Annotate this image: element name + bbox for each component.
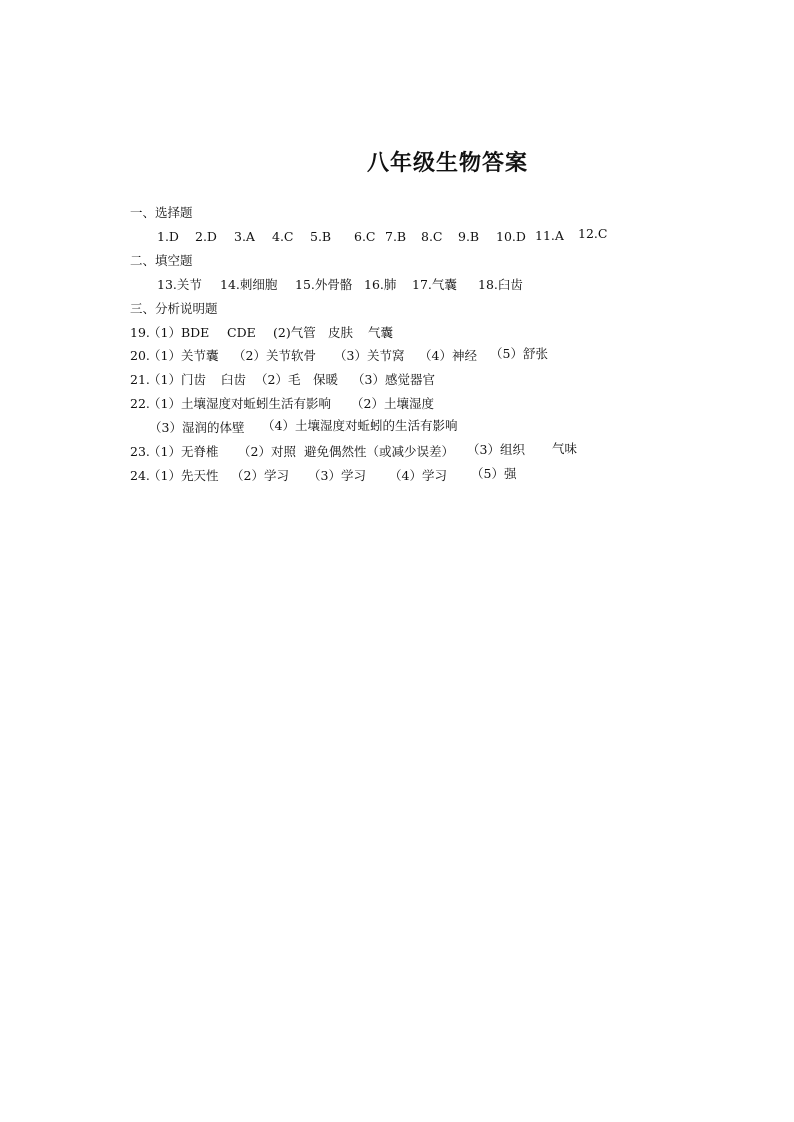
answer-part: 避免偶然性（或减少误差）: [304, 444, 455, 459]
question-number: 20.: [130, 348, 150, 363]
answer-part: （2）毛: [255, 372, 301, 387]
answer-item: 7.B: [385, 229, 407, 244]
section-heading-analysis: 三、分析说明题: [130, 301, 218, 316]
answer-item: 10.D: [496, 229, 526, 244]
answer-item: 18.臼齿: [478, 277, 523, 292]
answer-part: （1）先天性: [148, 468, 219, 483]
question-number: 21.: [130, 372, 150, 387]
question-number: 24.: [130, 468, 150, 483]
answer-item: 6.C: [354, 229, 376, 244]
section-heading-choice: 一、选择题: [130, 205, 193, 220]
answer-part: 皮肤: [328, 325, 354, 340]
answer-item: 9.B: [458, 229, 480, 244]
answer-part: （1）门齿: [148, 372, 206, 387]
answer-part: 气囊: [368, 325, 394, 340]
answer-item: 16.肺: [364, 277, 397, 292]
section-heading-fill: 二、填空题: [130, 253, 193, 268]
answer-part: （4）土壤湿度对蚯蚓的生活有影响: [262, 418, 458, 433]
answer-item: 3.A: [234, 229, 255, 244]
answer-item: 8.C: [421, 229, 443, 244]
answer-part: （1）关节囊: [148, 348, 219, 363]
answer-part: （2）关节软骨: [233, 348, 316, 363]
answer-part: （5）舒张: [490, 346, 548, 361]
answer-part: 臼齿: [221, 372, 247, 387]
answer-item: 14.刺细胞: [220, 277, 278, 292]
answer-part: 保暖: [313, 372, 339, 387]
answer-part: （3）组织: [467, 442, 525, 457]
answer-item: 4.C: [272, 229, 294, 244]
answer-part: （4）学习: [389, 468, 447, 483]
answer-item: 1.D: [157, 229, 179, 244]
question-number: 23.: [130, 444, 150, 459]
question-number: 19.: [130, 325, 150, 340]
answer-item: 15.外骨骼: [295, 277, 353, 292]
answer-part: （2）土壤湿度: [351, 396, 434, 411]
answer-part: （1）土壤湿度对蚯蚓生活有影响: [148, 396, 331, 411]
answer-part: （1）无脊椎: [148, 444, 219, 459]
answer-item: 2.D: [195, 229, 217, 244]
answer-part: （1）BDE: [148, 325, 210, 340]
answer-item: 5.B: [310, 229, 332, 244]
answer-part: （2）学习: [231, 468, 289, 483]
answer-part: （3）湿润的体壁: [149, 420, 245, 435]
answer-part: （3）关节窝: [334, 348, 405, 363]
answer-item: 12.C: [578, 226, 608, 241]
answer-part: （4）神经: [419, 348, 477, 363]
answer-item: 13.关节: [157, 277, 202, 292]
answer-part: 气味: [552, 441, 578, 456]
answer-part: （3）感觉器官: [352, 372, 435, 387]
answer-item: 17.气囊: [412, 277, 457, 292]
answer-part: （5）强: [471, 466, 517, 481]
answer-part: （3）学习: [308, 468, 366, 483]
answer-part: （2）对照: [238, 444, 296, 459]
answer-part: (2)气管: [273, 325, 316, 340]
answer-part: CDE: [227, 325, 256, 340]
answer-item: 11.A: [535, 228, 564, 243]
page-title: 八年级生物答案: [367, 151, 529, 176]
question-number: 22.: [130, 396, 150, 411]
